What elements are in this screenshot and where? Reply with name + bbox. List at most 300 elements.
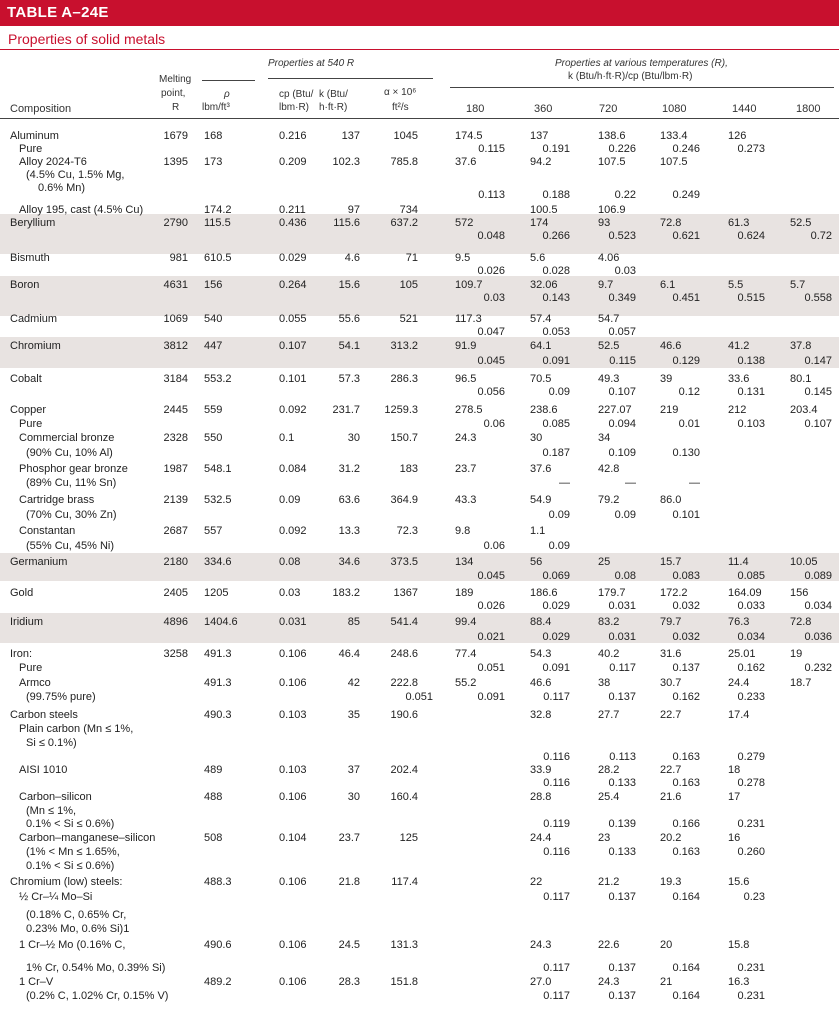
cell-s1800: 0.107 [804,418,832,430]
cell-name3: 0.1% < Si ≤ 0.6%) [26,818,115,830]
cell-t720: 93 [598,217,611,229]
cell-t1080: 21.6 [660,791,682,803]
cell-k: 4.6 [344,252,360,264]
cell-t360: 88.4 [530,616,552,628]
cell-t360: 22 [530,876,543,888]
cell-s1080: 0.032 [672,631,700,643]
cell-s1440: 0.231 [737,990,765,1002]
cell-name2: 1 Cr–V [19,976,54,988]
cell-t1080: 72.8 [660,217,682,229]
cell-t360: 186.6 [530,587,558,599]
cell-t720: 34 [598,432,611,444]
cell-name: Aluminum [10,130,59,142]
cell-name2: Pure [19,143,43,155]
cell-mp: 1069 [163,313,188,325]
cell-name2: Phosphor gear bronze [19,463,128,475]
cell-rho: 540 [204,313,223,325]
cell-t720: 79.2 [598,494,620,506]
cell-name: Beryllium [10,217,56,229]
cell-t720: 227.07 [598,404,632,416]
cell-t1080: 172.2 [660,587,688,599]
cell-t1440: 16 [728,832,741,844]
header-cp-1: cp (Btu/ [279,89,314,100]
cell-k: 15.6 [338,279,360,291]
cell-s1440: 0.515 [737,292,765,304]
cell-name3: (0.18% C, 0.65% Cr, [26,909,127,921]
cell-s720: 0.226 [608,143,636,155]
cell-s1800: 0.036 [804,631,832,643]
cell-s1080: 0.129 [672,355,700,367]
cell-s720: 0.094 [608,418,636,430]
cell-t1080: 133.4 [660,130,688,142]
cell-s1080: 0.451 [672,292,700,304]
cell-s720: 0.057 [608,326,636,338]
cell-t1800: 80.1 [790,373,812,385]
cell-alpha: 117.4 [391,876,418,888]
cell-t1440: 11.4 [728,556,749,568]
cell-rho: 559 [204,404,223,416]
cell-s1080: 0.162 [672,691,700,703]
cell-alpha: 248.6 [390,648,418,660]
header-rho-1: ρ [224,89,230,100]
header-alpha-2: ft²/s [392,102,409,113]
cell-alpha: 222.8 [390,677,418,689]
cell-s720: 0.113 [609,751,636,763]
cell-s180: 0.03 [483,292,505,304]
cell-t720: 49.3 [598,373,620,385]
cell-alpha: 160.4 [390,791,418,803]
cell-k: 24.5 [338,939,360,951]
cell-name2: Pure [19,662,43,674]
cell-alpha: 131.3 [390,939,418,951]
cell-s360: 0.116 [543,777,570,789]
cell-cp: 0.029 [279,252,307,264]
cell-t1080: 31.6 [660,648,682,660]
row-band [0,276,839,316]
cell-s720: 0.137 [608,990,636,1002]
cell-s1800: 0.145 [804,386,832,398]
cell-t1440: 18 [728,764,741,776]
cell-t720: 42.8 [598,463,620,475]
cell-t720: 25 [598,556,611,568]
cell-t180: 572 [455,217,474,229]
cell-name: Copper [10,404,47,416]
cell-name4: 0.6% Mn) [38,182,86,194]
cell-alpha: 521 [399,313,418,325]
cell-t180: 99.4 [455,616,477,628]
cell-t1800: 18.7 [790,677,812,689]
cell-s1080: 0.166 [672,818,700,830]
cell-name: Iridium [10,616,44,628]
header-cp-2: lbm·R) [279,102,309,113]
cell-t720: 52.5 [598,340,620,352]
cell-alpha: 150.7 [390,432,418,444]
cell-s1440: 0.085 [737,570,765,582]
cell-s1080: 0.249 [672,189,700,201]
cell-t360: 33.9 [530,764,552,776]
cell-mp: 2180 [163,556,188,568]
cell-t1440: 25.01 [728,648,756,660]
cell-k: 231.7 [332,404,360,416]
cell-t720: 24.3 [598,976,620,988]
cell-s720: 0.109 [608,447,636,459]
cell-t1080: 21 [660,976,673,988]
cell-s1080: 0.164 [672,891,700,903]
cell-t1800: 203.4 [790,404,818,416]
cell-cp: 0.106 [279,677,307,689]
cell-s1440: 0.034 [737,631,765,643]
cell-cp: 0.103 [279,709,307,721]
cell-t720: 179.7 [598,587,626,599]
cell-cp: 0.031 [279,616,307,628]
header-rho-2: lbm/ft³ [202,102,230,113]
cell-alpha: 202.4 [390,764,418,776]
cell-rho: 508 [204,832,223,844]
cell-s180: 0.115 [478,143,505,155]
cell-s180: 0.06 [483,540,505,552]
cell-rho: 1404.6 [204,616,238,628]
cell-s720: 0.031 [608,600,636,612]
cell-s1080: 0.163 [672,751,700,763]
cell-alpha: 71 [405,252,418,264]
cell-t1440: 24.4 [728,677,750,689]
cell-name3: 1% Cr, 0.54% Mo, 0.39% Si) [26,962,166,974]
cell-t360: 32.8 [530,709,552,721]
cell-t1440: 76.3 [728,616,750,628]
cell-s1080: 0.246 [672,143,700,155]
cell-s1440: 0.131 [737,386,765,398]
cell-alpha: 1367 [393,587,418,599]
cell-name3: (4.5% Cu, 1.5% Mg, [26,169,125,181]
cell-t360: 24.4 [530,832,552,844]
cell-k: 42 [347,677,360,689]
cell-k: 102.3 [332,156,360,168]
cell-s360: 0.187 [542,447,570,459]
cell-name2: Carbon–silicon [19,791,92,803]
cell-s360: 0.188 [542,189,570,201]
cell-name3: 0.23% Mo, 0.6% Si)1 [26,923,130,935]
cell-rho: 173 [204,156,223,168]
cell-s180: 0.026 [477,265,505,277]
cell-t180: 174.5 [455,130,483,142]
header-melting-2: point, [161,88,186,99]
cell-s1800: 0.558 [804,292,832,304]
cell-s1080: 0.164 [672,990,700,1002]
cell-k: 55.6 [338,313,360,325]
cell-t1440: 5.5 [728,279,744,291]
cell-t1440: 33.6 [728,373,750,385]
cell-s1800: 0.232 [804,662,832,674]
cell-cp: 0.436 [279,217,307,229]
cell-t180: 117.3 [455,313,482,325]
cell-name3: (90% Cu, 10% Al) [26,447,113,459]
cell-t1440: 15.8 [728,939,750,951]
cell-alpha: 125 [399,832,418,844]
cell-mp: 1987 [163,463,188,475]
cell-s360: 0.091 [542,662,570,674]
cell-name2: Commercial bronze [19,432,115,444]
cell-t1080: 46.6 [660,340,682,352]
cell-alpha: 364.9 [390,494,418,506]
cell-rho: 489 [204,764,223,776]
cell-name2: Alloy 195, cast (4.5% Cu) [19,204,144,216]
cell-cp: 0.209 [279,156,307,168]
cell-alpha: 190.6 [390,709,418,721]
cell-s1080: 0.164 [672,962,700,974]
cell-alpha: 72.3 [396,525,418,537]
cell-t360: 174 [530,217,549,229]
cell-s720: 0.031 [608,631,636,643]
cell-cp: 0.106 [279,939,307,951]
cell-name2: Constantan [19,525,76,537]
cell-s720: 0.107 [608,386,636,398]
cell-t1800: 72.8 [790,616,812,628]
cell-name: Bismuth [10,252,50,264]
cell-s180: 0.047 [477,326,505,338]
header-props-temp: Properties at various temperatures (R), [555,58,728,69]
cell-t720: 25.4 [598,791,620,803]
cell-t1080: 79.7 [660,616,682,628]
cell-k: 97 [347,204,360,216]
row-band [0,337,839,368]
cell-s1440: 0.273 [737,143,765,155]
cell-mp: 1679 [163,130,188,142]
cell-cp: 0.092 [279,404,307,416]
cell-rho: 489.2 [204,976,232,988]
cell-rho: 447 [204,340,223,352]
cell-s180: 0.045 [477,570,505,582]
cell-t180: 55.2 [455,677,477,689]
cell-name: Iron: [10,648,33,660]
header-k-1: k (Btu/ [319,89,348,100]
cell-mp: 2790 [163,217,188,229]
cell-cp: 0.106 [279,876,307,888]
cell-alpha: 785.8 [390,156,418,168]
cell-k: 54.1 [338,340,360,352]
cell-t1080: 20 [660,939,673,951]
cell-t1080: 86.0 [660,494,682,506]
cell-name2: ½ Cr–¼ Mo–Si [19,891,93,903]
cell-rho: 488.3 [204,876,232,888]
cell-mp: 2405 [163,587,188,599]
cell-alpha: 541.4 [390,616,418,628]
cell-s1440: 0.033 [737,600,765,612]
header-melting-1: Melting [159,74,192,85]
cell-s180: 0.048 [477,230,505,242]
cell-t360: 1.1 [530,525,546,537]
cell-t1440: 16.3 [728,976,750,988]
cell-s720: 0.139 [608,818,636,830]
cell-name2: Alloy 2024-T6 [19,156,87,168]
cell-t180: 189 [455,587,474,599]
cell-k: 30 [347,791,360,803]
cell-name: Cobalt [10,373,42,385]
cell-s720: 0.523 [608,230,636,242]
cell-cp: 0.03 [279,587,301,599]
cell-t1440: 126 [728,130,747,142]
cell-t720: 23 [598,832,611,844]
cell-t180: 23.7 [455,463,477,475]
cell-name2: Pure [19,418,43,430]
cell-alphaS: 0.051 [405,691,433,703]
cell-t180: 134 [455,556,474,568]
cell-s360: 0.09 [548,509,570,521]
cell-s720: 0.133 [608,846,636,858]
cell-k: 35 [347,709,360,721]
cell-s1080: 0.163 [672,846,700,858]
cell-t180: 91.9 [455,340,477,352]
cell-k: 34.6 [338,556,360,568]
cell-k: 63.6 [338,494,360,506]
cell-name3: (0.2% C, 1.02% Cr, 0.15% V) [26,990,169,1002]
cell-alpha: 734 [399,204,418,216]
cell-rho: 550 [204,432,223,444]
cell-t1800: 10.05 [790,556,818,568]
cell-s1080: 0.032 [672,600,700,612]
cell-s360: 0.119 [543,818,570,830]
cell-mp: 3258 [163,648,188,660]
row-band [0,214,839,254]
cell-rho: 168 [204,130,223,142]
cell-s360: 0.085 [542,418,570,430]
cell-s1080: 0.163 [672,777,700,789]
cell-s180: 0.091 [477,691,505,703]
cell-t1080: 15.7 [660,556,682,568]
cell-s720: 0.137 [608,962,636,974]
cell-t1800: 52.5 [790,217,812,229]
cell-cp: 0.211 [279,204,306,216]
cell-name3: (89% Cu, 11% Sn) [26,477,117,489]
cell-t360: 57.4 [530,313,552,325]
cell-alpha: 183 [399,463,418,475]
cell-t1080: 107.5 [660,156,688,168]
cell-t360: 32.06 [530,279,558,291]
cell-s360: 0.117 [543,990,570,1002]
header-temp-360: 360 [534,103,553,115]
cell-s180: 0.026 [477,600,505,612]
cell-name2: Armco [19,677,51,689]
header-melting-3: R [172,102,180,113]
header-temp-1080: 1080 [662,103,687,115]
row-band [0,553,839,581]
cell-s1800: 0.034 [804,600,832,612]
cell-cp: 0.09 [279,494,301,506]
cell-k: 21.8 [338,876,360,888]
cell-s1440: 0.233 [737,691,765,703]
cell-alpha: 151.8 [390,976,418,988]
cell-cp: 0.106 [279,976,307,988]
cell-name2: 1 Cr–½ Mo (0.16% C, [19,939,126,951]
cell-s360: 0.029 [542,600,570,612]
cell-mp: 1395 [163,156,188,168]
cell-name3: 0.1% < Si ≤ 0.6%) [26,860,115,872]
cell-t180: 43.3 [455,494,477,506]
cell-rho: 334.6 [204,556,232,568]
cell-rho: 491.3 [204,677,232,689]
cell-mp: 3812 [163,340,188,352]
cell-name3: (99.75% pure) [26,691,96,703]
cell-t360: 56 [530,556,543,568]
cell-t360: 5.6 [530,252,546,264]
cell-s180: 0.056 [477,386,505,398]
cell-s720: 0.09 [614,509,636,521]
cell-k: 137 [341,130,360,142]
cell-t1080: 6.1 [660,279,676,291]
cell-t180: 96.5 [455,373,477,385]
cell-s1440: 0.279 [737,751,765,763]
cell-s1440: 0.260 [737,846,765,858]
cell-cp: 0.107 [279,340,307,352]
cell-s720: 0.115 [609,355,636,367]
cell-cp: 0.104 [279,832,307,844]
cell-rho: 553.2 [204,373,232,385]
cell-rho: 557 [204,525,223,537]
cell-t720: 106.9 [598,204,626,216]
cell-s1080: — [689,477,700,489]
cell-mp: 4631 [163,279,188,291]
cell-t1440: 41.2 [728,340,750,352]
cell-mp: 2445 [163,404,188,416]
cell-k: 28.3 [338,976,360,988]
cell-t360: 54.3 [530,648,552,660]
cell-s1800: 0.72 [810,230,832,242]
cell-rho: 490.3 [204,709,232,721]
cell-s360: 0.091 [542,355,570,367]
cell-t1800: 5.7 [790,279,806,291]
cell-s1080: 0.621 [672,230,700,242]
cell-t360: 54.9 [530,494,552,506]
cell-k: 57.3 [338,373,360,385]
cell-s360: 0.116 [543,846,570,858]
cell-rho: 174.2 [204,204,232,216]
cell-t1080: 20.2 [660,832,682,844]
cell-t1800: 156 [790,587,809,599]
cell-s1440: 0.23 [743,891,765,903]
cell-mp: 2687 [163,525,188,537]
cell-s720: 0.137 [608,891,636,903]
cell-s360: 0.028 [542,265,570,277]
cell-s1440: 0.624 [737,230,765,242]
cell-t1800: 19 [790,648,803,660]
row-band [0,613,839,643]
cell-name3: (55% Cu, 45% Ni) [26,540,115,552]
cell-s1800: 0.089 [804,570,832,582]
cell-t1080: 22.7 [660,709,682,721]
cell-t1440: 17 [728,791,741,803]
cell-s720: 0.03 [614,265,636,277]
cell-s360: 0.09 [548,540,570,552]
cell-rho: 490.6 [204,939,232,951]
cell-t360: 137 [530,130,549,142]
cell-k: 30 [347,432,360,444]
cell-s360: 0.117 [543,891,570,903]
cell-t360: 70.5 [530,373,552,385]
cell-rho: 115.5 [204,217,231,229]
cell-k: 115.6 [333,217,360,229]
cell-name2: Plain carbon (Mn ≤ 1%, [19,723,134,735]
cell-s1440: 0.138 [737,355,765,367]
cell-s180: 0.06 [483,418,505,430]
cell-s720: 0.137 [608,691,636,703]
cell-s1440: 0.231 [737,818,765,830]
cell-t360: 94.2 [530,156,552,168]
table-title: TABLE A–24E [7,4,109,21]
cell-cp: 0.103 [279,764,307,776]
cell-s720: 0.08 [614,570,636,582]
cell-s180: 0.051 [477,662,505,674]
cell-name3: (70% Cu, 30% Zn) [26,509,117,521]
cell-rho: 548.1 [204,463,232,475]
